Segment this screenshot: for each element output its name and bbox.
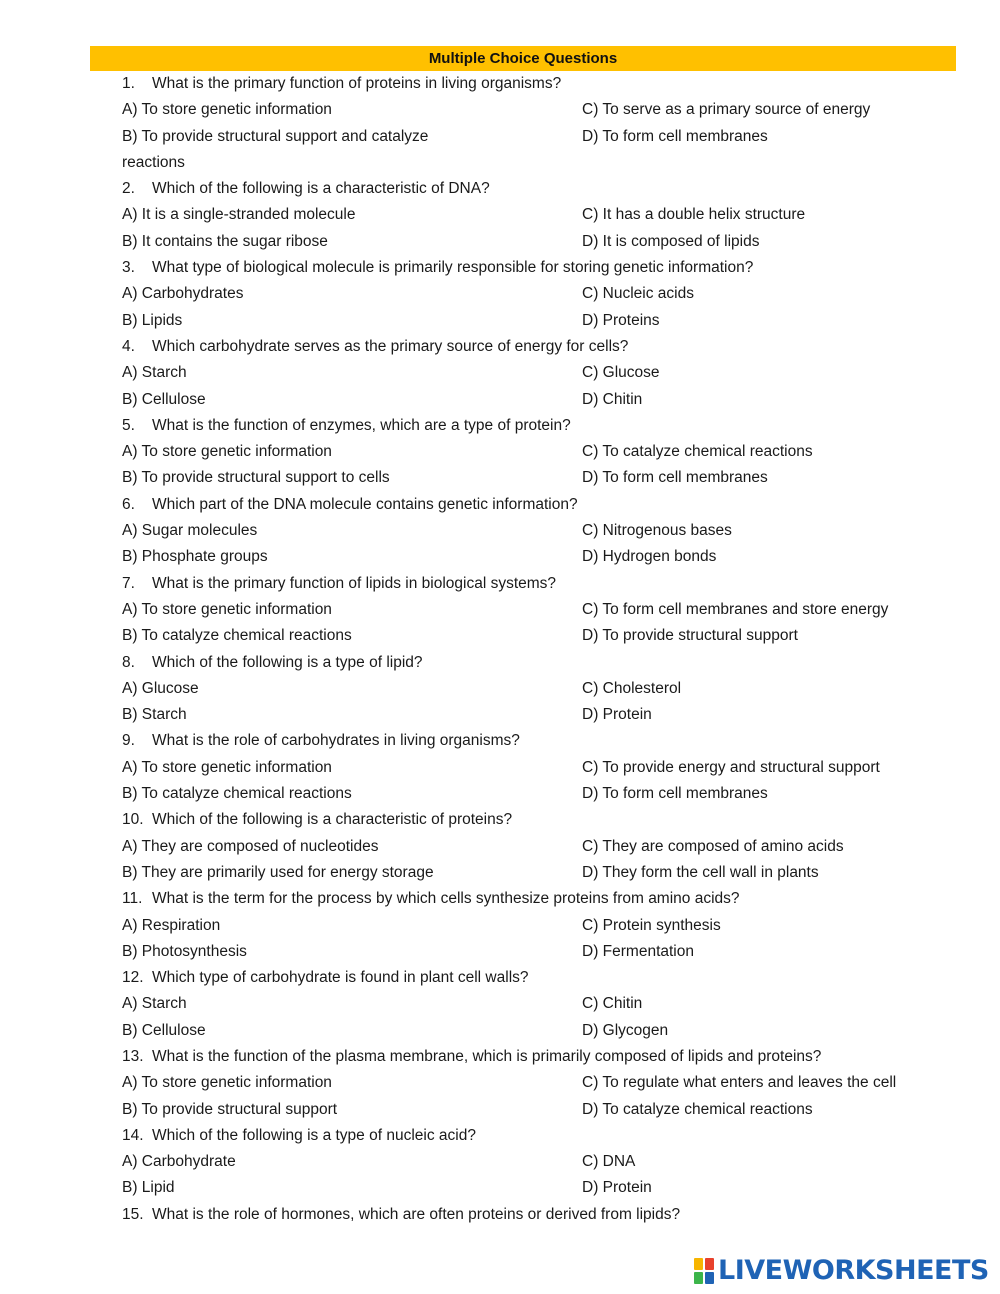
option-c[interactable]: C) To serve as a primary source of energy [582,101,871,119]
section-title: Multiple Choice Questions [428,50,618,67]
option-d[interactable]: D) Glycogen [582,1021,669,1039]
logo-mark-tile [694,1258,703,1270]
option-b[interactable]: B) To catalyze chemical reactions [122,785,352,803]
option-c[interactable]: C) To regulate what enters and leaves the cell [582,1074,897,1092]
question-number: 9. [122,732,135,750]
question-number: 11. [122,890,143,908]
option-b[interactable]: B) It contains the sugar ribose [122,232,328,250]
question-number: 7. [122,574,135,592]
option-d[interactable]: D) They form the cell wall in plants [582,863,819,881]
question-text: Which of the following is a type of nucleic acid? [152,1126,476,1144]
question-text: What is the function of enzymes, which are a type of protein? [152,416,571,434]
question-text: Which of the following is a type of lipid? [152,653,423,671]
question-stem [122,334,922,360]
option-c[interactable]: C) To provide energy and structural support [582,758,880,776]
question-stem [122,1202,922,1228]
logo-mark-tile [705,1258,714,1270]
option-b[interactable]: B) Cellulose [122,390,206,408]
question-number: 2. [122,180,135,198]
option-row [122,97,922,123]
option-a[interactable]: A) To store genetic information [122,101,332,119]
option-a[interactable]: A) Glucose [122,679,199,697]
question-stem [122,886,922,912]
option-row [122,518,922,544]
question-stem [122,413,922,439]
option-c[interactable]: C) Glucose [582,364,660,382]
option-row [122,834,922,860]
option-a[interactable]: A) To store genetic information [122,443,332,461]
option-a[interactable]: A) To store genetic information [122,600,332,618]
question-text: Which of the following is a characteristic of proteins? [152,811,513,829]
option-d[interactable]: D) To form cell membranes [582,127,768,145]
question-stem [122,71,922,97]
option-b[interactable]: B) To provide structural support to cells [122,469,390,487]
option-row [122,755,922,781]
question-text: What is the function of the plasma membrane, which is primarily composed of lipids and proteins? [152,1047,822,1065]
option-d[interactable]: D) Proteins [582,311,660,329]
option-row [122,860,922,886]
option-b[interactable]: B) Photosynthesis [122,942,247,960]
option-c[interactable]: C) Nucleic acids [582,285,694,303]
option-d[interactable]: D) To form cell membranes [582,785,768,803]
question-stem [122,492,922,518]
option-row [122,1097,922,1123]
option-d[interactable]: D) Hydrogen bonds [582,548,717,566]
option-a[interactable]: A) Starch [122,364,187,382]
option-b[interactable]: B) Lipid [122,1179,175,1197]
option-d[interactable]: D) It is composed of lipids [582,232,760,250]
option-b[interactable]: B) To catalyze chemical reactions [122,627,352,645]
option-c[interactable]: C) Chitin [582,995,643,1013]
question-stem [122,1044,922,1070]
option-row [122,939,922,965]
option-a[interactable]: A) To store genetic information [122,758,332,776]
question-stem [122,807,922,833]
logo-mark-tile [694,1272,703,1284]
option-row [122,360,922,386]
option-d[interactable]: D) To form cell membranes [582,469,768,487]
option-c[interactable]: C) DNA [582,1153,636,1171]
option-d[interactable]: D) Protein [582,1179,652,1197]
option-row [122,676,922,702]
option-b[interactable]: B) Starch [122,706,187,724]
option-a[interactable]: A) Carbohydrate [122,1153,236,1171]
question-stem [122,176,922,202]
option-a[interactable]: A) Sugar molecules [122,522,258,540]
question-number: 14. [122,1126,144,1144]
question-stem [122,728,922,754]
option-row [122,991,922,1017]
option-row [122,308,922,334]
option-row [122,387,922,413]
option-row [122,544,922,570]
option-a[interactable]: A) Carbohydrates [122,285,244,303]
question-list [122,71,922,1228]
question-stem [122,571,922,597]
option-row [122,1175,922,1201]
section-title-banner [90,46,956,71]
option-row [122,597,922,623]
option-row [122,124,922,177]
question-number: 13. [122,1047,144,1065]
question-stem [122,1123,922,1149]
question-number: 3. [122,259,135,277]
option-a[interactable]: A) It is a single-stranded molecule [122,206,356,224]
question-number: 4. [122,337,135,355]
question-text: What type of biological molecule is primarily responsible for storing genetic information? [152,259,754,277]
option-row [122,1018,922,1044]
question-number: 6. [122,495,135,513]
option-row [122,913,922,939]
question-number: 5. [122,416,135,434]
option-row [122,465,922,491]
option-b[interactable]: B) Phosphate groups [122,548,268,566]
option-b[interactable]: B) Cellulose [122,1021,206,1039]
question-stem [122,650,922,676]
option-c[interactable]: C) To catalyze chemical reactions [582,443,813,461]
option-b[interactable]: B) Lipids [122,311,183,329]
option-row [122,229,922,255]
option-row [122,1149,922,1175]
question-number: 8. [122,653,135,671]
question-text: What is the term for the process by which cells synthesize proteins from amino acids? [152,890,740,908]
question-number: 12. [122,969,144,987]
option-row [122,623,922,649]
logo-text: LIVEWORKSHEETS [718,1255,989,1286]
question-number: 10. [122,811,144,829]
option-c[interactable]: C) It has a double helix structure [582,206,806,224]
question-text: What is the primary function of proteins in living organisms? [152,75,562,92]
option-d[interactable]: D) To provide structural support [582,627,798,645]
question-stem [122,965,922,991]
option-a[interactable]: A) Starch [122,995,187,1013]
option-c[interactable]: C) Cholesterol [582,679,682,697]
option-row [122,281,922,307]
option-row [122,702,922,728]
question-number: 15. [122,1205,144,1223]
option-row [122,202,922,228]
liveworksheets-logo[interactable] [694,1257,989,1285]
question-text: Which part of the DNA molecule contains genetic information? [152,495,578,513]
question-stem [122,255,922,281]
option-row [122,781,922,807]
question-number: 1. [122,75,135,92]
option-b[interactable]: B) To provide structural support [122,1100,338,1118]
option-d[interactable]: D) Chitin [582,390,643,408]
question-text: Which carbohydrate serves as the primary source of energy for cells? [152,337,629,355]
option-b[interactable]: B) To provide structural support and catalyze reactions [122,127,429,171]
question-text: What is the primary function of lipids in biological systems? [152,574,557,592]
option-row [122,1070,922,1096]
question-text: Which type of carbohydrate is found in plant cell walls? [152,969,529,987]
option-d[interactable]: D) To catalyze chemical reactions [582,1100,813,1118]
option-a[interactable]: A) They are composed of nucleotides [122,837,379,855]
question-text: What is the role of carbohydrates in living organisms? [152,732,520,750]
logo-mark-icon [694,1258,714,1284]
option-d[interactable]: D) Protein [582,706,652,724]
option-d[interactable]: D) Fermentation [582,942,694,960]
option-a[interactable]: A) Respiration [122,916,221,934]
question-text: What is the role of hormones, which are often proteins or derived from lipids? [152,1205,681,1223]
logo-mark-tile [705,1272,714,1284]
option-c[interactable]: C) They are composed of amino acids [582,837,844,855]
question-text: Which of the following is a characteristic of DNA? [152,180,490,198]
option-row [122,439,922,465]
option-c[interactable]: C) Protein synthesis [582,916,721,934]
option-b[interactable]: B) They are primarily used for energy storage [122,863,434,881]
option-a[interactable]: A) To store genetic information [122,1074,332,1092]
option-c[interactable]: C) Nitrogenous bases [582,522,732,540]
option-c[interactable]: C) To form cell membranes and store energy [582,600,889,618]
